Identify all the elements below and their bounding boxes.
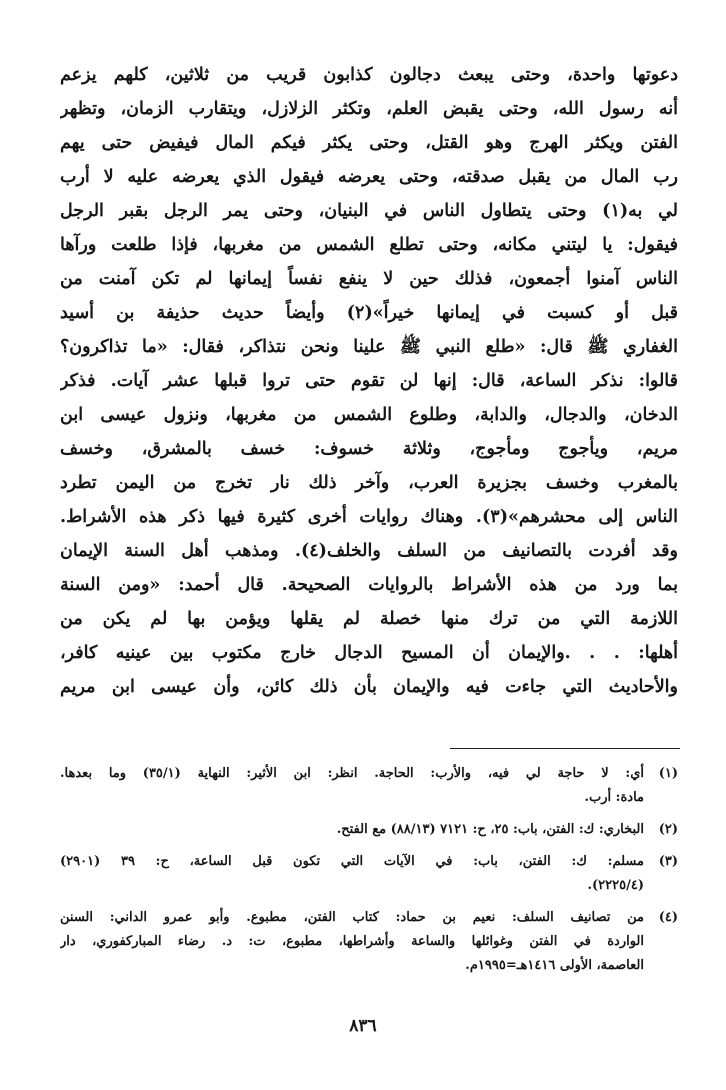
text-line: وقد أفردت بالتصانيف من السلف والخلف(٤). ومذهب أهل السنة الإيمان	[60, 541, 678, 561]
footnote-line: مسلم: ك: الفتن، باب: في الآيات التي تكون قبل الساعة، ح: ٣٩ (٢٩٠١)	[60, 854, 644, 869]
page-number: ٨٣٦	[349, 1016, 377, 1036]
text-line: رب المال من يقبل صدقته، وحتى يعرضه فيقول الذي يعرضه عليه لا أرب	[60, 167, 678, 187]
footnote-number: (١)	[658, 766, 678, 781]
text-line: بالمغرب وخسف بجزيرة العرب، وآخر ذلك نار تخرج من اليمن تطرد	[60, 473, 678, 493]
footnote-body	[60, 906, 644, 978]
footnote-line: مادة: أرب.	[584, 790, 644, 805]
footnote-line: العاصمة، الأولى ١٤١٦هـ=١٩٩٥م.	[465, 958, 644, 973]
text-line: أنه رسول الله، وحتى يقبض العلم، وتكثر الزلازل، ويتقارب الزمان، وتظهر	[60, 99, 678, 119]
footnote-1	[60, 762, 678, 810]
footnote-line: البخاري: ك: الفتن، باب: ٢٥، ح: ٧١٢١ (٨٨/١٣) مع الفتح.	[336, 822, 644, 837]
footnote-body	[60, 850, 644, 898]
text-line: والأحاديث التي جاءت فيه والإيمان بأن ذلك كائن، وأن عيسى ابن مريم	[60, 677, 678, 697]
footnote-3	[60, 850, 678, 898]
text-line: لي به(١) وحتى يتطاول الناس في البنيان، وحتى يمر الرجل بقبر الرجل	[60, 201, 678, 221]
text-line: الغفاري ﷺ قال: «طلع النبي ﷺ علينا ونحن نتذاكر، فقال: «ما تذاكرون؟	[60, 337, 678, 357]
text-line: الناس آمنوا أجمعون، فذلك حين لا ينفع نفساً إيمانها لم تكن آمنت من	[60, 269, 678, 289]
main-text-block	[60, 58, 678, 704]
footnote-line: أي: لا حاجة لي فيه، والأرب: الحاجة. انظر: ابن الأثير: النهاية (٣٥/١) وما بعدها.	[60, 766, 644, 781]
text-line: مريم، ويأجوج ومأجوج، وثلاثة خسوف: خسف بالمشرق، وخسف	[60, 439, 678, 459]
text-line: الدخان، والدجال، والدابة، وطلوع الشمس من مغربها، ونزول عيسى ابن	[60, 405, 678, 425]
text-line: الفتن ويكثر الهرج وهو القتل، وحتى يكثر فيكم المال فيفيض حتى يهم	[60, 133, 678, 153]
text-line: اللازمة التي من ترك منها خصلة لم يقلها ويؤمن بها لم يكن من	[60, 609, 678, 629]
footnote-4	[60, 906, 678, 978]
footnote-number: (٣)	[658, 854, 678, 869]
text-line: بما ورد من هذه الأشراط بالروايات الصحيحة. قال أحمد: «ومن السنة	[60, 575, 678, 595]
text-line: أهلها: . . .والإيمان أن المسيح الدجال خارج مكتوب بين عينيه كافر،	[60, 643, 678, 663]
footnote-line: من تصانيف السلف: نعيم بن حماد: كتاب الفتن، مطبوع. وأبو عمرو الداني: السنن	[60, 910, 644, 925]
footnote-number: (٢)	[658, 822, 678, 837]
text-line: فيقول: يا ليتني مكانه، وحتى تطلع الشمس من مغربها، فإذا طلعت ورآها	[60, 235, 678, 255]
footnote-number: (٤)	[658, 910, 678, 925]
text-line: دعوتها واحدة، وحتى يبعث دجالون كذابون قريب من ثلاثين، كلهم يزعم	[60, 65, 678, 85]
footnote-body	[60, 818, 644, 842]
footnote-line: (٢٢٢٥/٤).	[587, 878, 644, 893]
footnote-divider	[450, 748, 680, 749]
footnote-body	[60, 762, 644, 810]
footnotes-section	[60, 762, 678, 986]
text-line: قالوا: نذكر الساعة، قال: إنها لن تقوم حتى تروا قبلها عشر آيات. فذكر	[60, 371, 678, 391]
footnote-2	[60, 818, 678, 842]
text-line: الناس إلى محشرهم»(٣). وهناك روايات أخرى كثيرة فيها ذكر هذه الأشراط.	[60, 507, 678, 527]
footnote-line: الواردة في الفتن وغوائلها والساعة وأشراطها، مطبوع، ت: د. رضاء المباركفوري، دار	[60, 934, 644, 949]
text-line: قبل أو كسبت في إيمانها خيراً»(٢) وأيضاً حديث حذيفة بن أسيد	[60, 303, 678, 323]
